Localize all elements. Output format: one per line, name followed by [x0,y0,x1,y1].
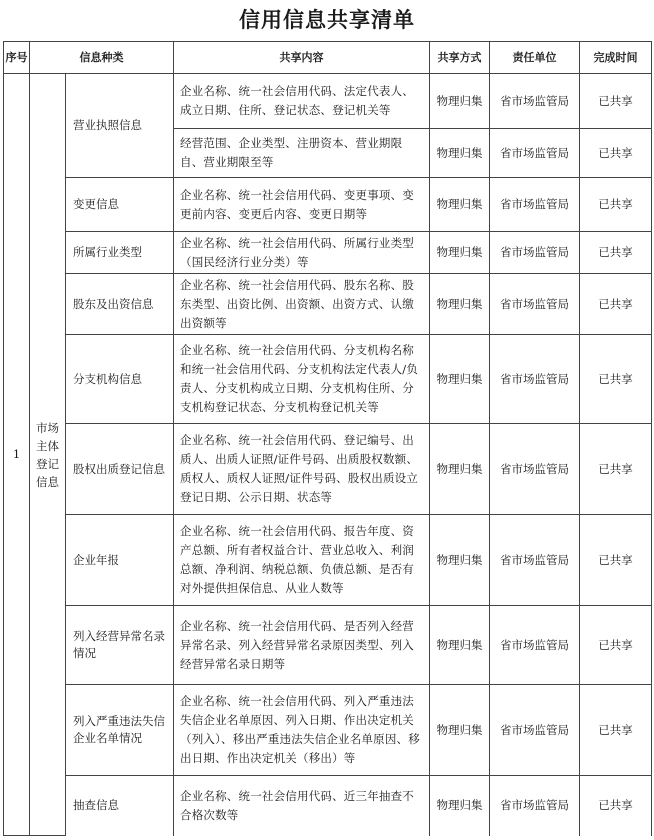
row-time: 已共享 [580,74,652,129]
header-unit: 责任单位 [490,42,580,74]
header-seq: 序号 [4,42,30,74]
row-content: 企业名称、统一社会信用代码、变更事项、变更前内容、变更后内容、变更日期等 [174,178,430,232]
row-time: 已共享 [580,776,652,836]
header-content: 共享内容 [174,42,430,74]
row-time: 已共享 [580,232,652,274]
table-row [4,74,652,129]
row-unit: 省市场监管局 [490,74,580,129]
row-subcategory: 抽查信息 [66,776,174,836]
row-content: 企业名称、统一社会信用代码、股东名称、股东类型、出资比例、出资额、出资方式、认缴出资额等 [174,274,430,335]
row-unit: 省市场监管局 [490,776,580,836]
header-mode: 共享方式 [430,42,490,74]
row-subcategory: 股权出质登记信息 [66,424,174,515]
header-category: 信息种类 [30,42,174,74]
table-row [4,274,652,335]
row-unit: 省市场监管局 [490,129,580,178]
row-unit: 省市场监管局 [490,606,580,685]
row-content: 经营范围、企业类型、注册资本、营业期限自、营业期限至等 [174,129,430,178]
row-time: 已共享 [580,129,652,178]
row-time: 已共享 [580,274,652,335]
row-time: 已共享 [580,424,652,515]
row-unit: 省市场监管局 [490,178,580,232]
row-subcategory: 分支机构信息 [66,335,174,424]
row-content: 企业名称、统一社会信用代码、分支机构名称和统一社会信用代码、分支机构法定代表人/负责人、分支机构成立日期、分支机构住所、分支机构登记状态、分支机构登记机关等 [174,335,430,424]
table-row [4,685,652,776]
row-mode: 物理归集 [430,178,490,232]
row-mode: 物理归集 [430,232,490,274]
table-row [4,424,652,515]
row-content: 企业名称、统一社会信用代码、法定代表人、成立日期、住所、登记状态、登记机关等 [174,74,430,129]
table-row [4,776,652,836]
row-mode: 物理归集 [430,515,490,606]
row-unit: 省市场监管局 [490,515,580,606]
row-mode: 物理归集 [430,129,490,178]
table-row [4,515,652,606]
row-category: 市场主体登记信息 [30,74,66,836]
table-row [4,606,652,685]
row-subcategory: 列入经营异常名录情况 [66,606,174,685]
row-seq: 1 [4,74,30,836]
row-mode: 物理归集 [430,685,490,776]
header-time: 完成时间 [580,42,652,74]
row-mode: 物理归集 [430,274,490,335]
table-row [4,232,652,274]
row-subcategory: 所属行业类型 [66,232,174,274]
row-content: 企业名称、统一社会信用代码、是否列入经营异常名录、列入经营异常名录原因类型、列入经营异常名录日期等 [174,606,430,685]
table-row [4,335,652,424]
row-mode: 物理归集 [430,776,490,836]
row-unit: 省市场监管局 [490,335,580,424]
table-row [4,178,652,232]
header-row [4,42,652,74]
row-mode: 物理归集 [430,335,490,424]
row-unit: 省市场监管局 [490,274,580,335]
row-subcategory: 变更信息 [66,178,174,232]
row-mode: 物理归集 [430,424,490,515]
row-content: 企业名称、统一社会信用代码、所属行业类型（国民经济行业分类）等 [174,232,430,274]
row-subcategory: 营业执照信息 [66,74,174,178]
row-mode: 物理归集 [430,74,490,129]
row-subcategory: 企业年报 [66,515,174,606]
row-content: 企业名称、统一社会信用代码、登记编号、出质人、出质人证照/证件号码、出质股权数额、质权人、质权人证照/证件号码、股权出质设立登记日期、公示日期、状态等 [174,424,430,515]
row-unit: 省市场监管局 [490,232,580,274]
row-subcategory: 股东及出资信息 [66,274,174,335]
row-time: 已共享 [580,178,652,232]
document-title: 信用信息共享清单 [239,7,415,32]
row-mode: 物理归集 [430,606,490,685]
row-time: 已共享 [580,606,652,685]
row-time: 已共享 [580,335,652,424]
row-content: 企业名称、统一社会信用代码、列入严重违法失信企业名单原因、列入日期、作出决定机关（列入）、移出严重违法失信企业名单原因、移出日期、作出决定机关（移出）等 [174,685,430,776]
row-time: 已共享 [580,685,652,776]
row-unit: 省市场监管局 [490,424,580,515]
credit-info-sharing-table [3,41,652,836]
row-unit: 省市场监管局 [490,685,580,776]
row-time: 已共享 [580,515,652,606]
row-subcategory: 列入严重违法失信企业名单情况 [66,685,174,776]
row-content: 企业名称、统一社会信用代码、近三年抽查不合格次数等 [174,776,430,836]
row-content: 企业名称、统一社会信用代码、报告年度、资产总额、所有者权益合计、营业总收入、利润总额、净利润、纳税总额、负债总额、是否有对外提供担保信息、从业人数等 [174,515,430,606]
